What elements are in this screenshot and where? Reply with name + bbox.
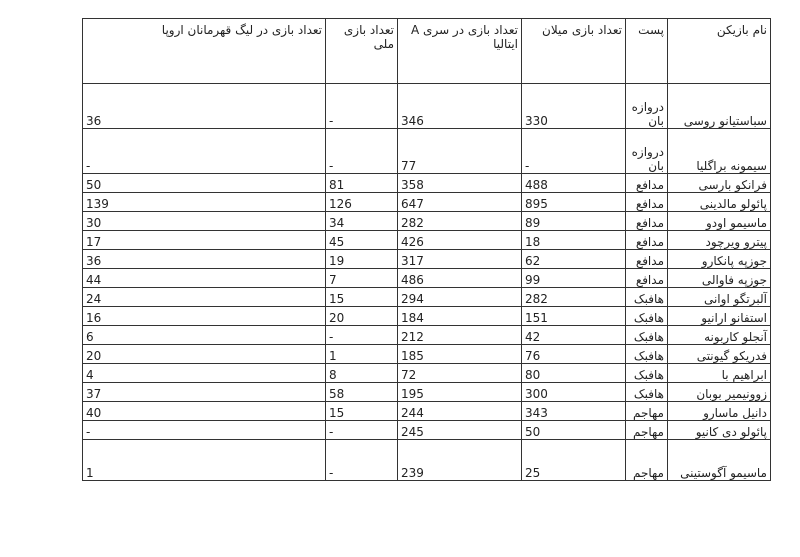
cell-position: مدافع: [626, 250, 668, 269]
document-page: [82, 18, 770, 481]
cell-national: 81: [326, 174, 398, 193]
cell-milan: 80: [522, 364, 626, 383]
header-name: نام بازیکن: [668, 19, 771, 84]
table-row: [83, 307, 771, 326]
cell-ucl: 24: [83, 288, 326, 307]
cell-national: -: [326, 84, 398, 129]
cell-ucl: 16: [83, 307, 326, 326]
table-row: [83, 421, 771, 440]
cell-milan: 76: [522, 345, 626, 364]
cell-position: هافبک: [626, 345, 668, 364]
cell-milan: 25: [522, 440, 626, 481]
cell-position: هافبک: [626, 326, 668, 345]
table-row: [83, 129, 771, 174]
cell-serie-a: 195: [398, 383, 522, 402]
cell-serie-a: 244: [398, 402, 522, 421]
header-milan: تعداد بازی میلان: [522, 19, 626, 84]
cell-milan: -: [522, 129, 626, 174]
table-row: [83, 250, 771, 269]
cell-ucl: 30: [83, 212, 326, 231]
cell-serie-a: 245: [398, 421, 522, 440]
cell-serie-a: 212: [398, 326, 522, 345]
cell-milan: 282: [522, 288, 626, 307]
cell-name: ابراهیم با: [668, 364, 771, 383]
cell-serie-a: 426: [398, 231, 522, 250]
cell-ucl: 17: [83, 231, 326, 250]
cell-national: 126: [326, 193, 398, 212]
cell-national: 7: [326, 269, 398, 288]
table-row: [83, 345, 771, 364]
table-row: [83, 402, 771, 421]
cell-name: سباستیانو روسی: [668, 84, 771, 129]
cell-name: پیترو ویرچود: [668, 231, 771, 250]
cell-serie-a: 317: [398, 250, 522, 269]
cell-position: مدافع: [626, 212, 668, 231]
cell-milan: 330: [522, 84, 626, 129]
cell-name: آنجلو کاربونه: [668, 326, 771, 345]
cell-serie-a: 185: [398, 345, 522, 364]
cell-ucl: 37: [83, 383, 326, 402]
header-row: [83, 19, 771, 84]
cell-national: 20: [326, 307, 398, 326]
cell-position: مدافع: [626, 174, 668, 193]
cell-national: 8: [326, 364, 398, 383]
cell-ucl: 4: [83, 364, 326, 383]
cell-name: جوزپه پانکارو: [668, 250, 771, 269]
table-row: [83, 193, 771, 212]
cell-position: هافبک: [626, 383, 668, 402]
cell-milan: 18: [522, 231, 626, 250]
cell-milan: 488: [522, 174, 626, 193]
table-row: [83, 231, 771, 250]
cell-name: زوونیمیر بوبان: [668, 383, 771, 402]
cell-national: -: [326, 326, 398, 345]
cell-ucl: 44: [83, 269, 326, 288]
cell-position: مهاجم: [626, 440, 668, 481]
table-body: [83, 84, 771, 481]
cell-serie-a: 239: [398, 440, 522, 481]
cell-position: مدافع: [626, 269, 668, 288]
cell-ucl: 139: [83, 193, 326, 212]
cell-national: -: [326, 440, 398, 481]
cell-name: پائولو مالدینی: [668, 193, 771, 212]
cell-milan: 99: [522, 269, 626, 288]
cell-national: 58: [326, 383, 398, 402]
header-ucl: تعداد بازی در لیگ قهرمانان اروپا: [83, 19, 326, 84]
table-row: [83, 326, 771, 345]
cell-name: جوزپه فاوالی: [668, 269, 771, 288]
header-serie-a: تعداد بازی در سری A ایتالیا: [398, 19, 522, 84]
cell-national: 34: [326, 212, 398, 231]
cell-name: ماسیمو آگوستینی: [668, 440, 771, 481]
cell-ucl: 40: [83, 402, 326, 421]
cell-ucl: 6: [83, 326, 326, 345]
cell-milan: 89: [522, 212, 626, 231]
cell-position: مدافع: [626, 193, 668, 212]
cell-milan: 42: [522, 326, 626, 345]
cell-position: مهاجم: [626, 402, 668, 421]
cell-name: پائولو دی کانیو: [668, 421, 771, 440]
players-table: [82, 18, 771, 481]
cell-serie-a: 486: [398, 269, 522, 288]
cell-position: هافبک: [626, 307, 668, 326]
cell-name: فدریکو گیونتی: [668, 345, 771, 364]
cell-position: دروازه بان: [626, 129, 668, 174]
cell-position: هافبک: [626, 364, 668, 383]
table-row: [83, 383, 771, 402]
cell-national: 15: [326, 288, 398, 307]
cell-position: دروازه بان: [626, 84, 668, 129]
cell-national: 19: [326, 250, 398, 269]
cell-milan: 895: [522, 193, 626, 212]
cell-milan: 50: [522, 421, 626, 440]
cell-ucl: 36: [83, 250, 326, 269]
table-row: [83, 84, 771, 129]
table-row: [83, 364, 771, 383]
cell-serie-a: 77: [398, 129, 522, 174]
cell-national: 15: [326, 402, 398, 421]
cell-serie-a: 282: [398, 212, 522, 231]
cell-serie-a: 346: [398, 84, 522, 129]
table-row: [83, 269, 771, 288]
table-row: [83, 174, 771, 193]
cell-serie-a: 72: [398, 364, 522, 383]
cell-milan: 151: [522, 307, 626, 326]
cell-name: دانیل ماسارو: [668, 402, 771, 421]
table-row: [83, 212, 771, 231]
cell-ucl: 1: [83, 440, 326, 481]
cell-national: -: [326, 421, 398, 440]
cell-name: آلبرتگو اوانی: [668, 288, 771, 307]
cell-ucl: -: [83, 129, 326, 174]
cell-position: مهاجم: [626, 421, 668, 440]
cell-name: فرانکو بارسی: [668, 174, 771, 193]
cell-milan: 62: [522, 250, 626, 269]
cell-serie-a: 184: [398, 307, 522, 326]
cell-serie-a: 647: [398, 193, 522, 212]
cell-position: مدافع: [626, 231, 668, 250]
cell-name: استفانو ارانیو: [668, 307, 771, 326]
cell-ucl: 50: [83, 174, 326, 193]
cell-serie-a: 358: [398, 174, 522, 193]
cell-name: ماسیمو اودو: [668, 212, 771, 231]
cell-ucl: -: [83, 421, 326, 440]
cell-milan: 300: [522, 383, 626, 402]
cell-position: هافبک: [626, 288, 668, 307]
cell-serie-a: 294: [398, 288, 522, 307]
table-row: [83, 440, 771, 481]
cell-national: 45: [326, 231, 398, 250]
cell-ucl: 20: [83, 345, 326, 364]
cell-name: سیمونه براگلیا: [668, 129, 771, 174]
table-row: [83, 288, 771, 307]
cell-national: -: [326, 129, 398, 174]
header-position: پست: [626, 19, 668, 84]
cell-ucl: 36: [83, 84, 326, 129]
cell-national: 1: [326, 345, 398, 364]
cell-milan: 343: [522, 402, 626, 421]
header-national: تعداد بازی ملی: [326, 19, 398, 84]
